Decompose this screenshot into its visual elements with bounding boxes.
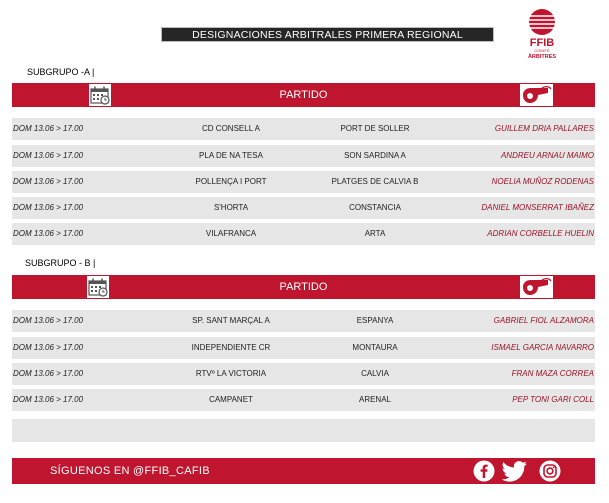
home-team: CD CONSELL A	[202, 124, 260, 133]
away-team: ARTA	[364, 229, 386, 238]
match-date: DOM 13.06 > 17.00	[13, 395, 84, 404]
home-team: CAMPANET	[209, 395, 253, 404]
follow-us-text: SÍGUENOS EN @FFIB_CAFIB	[50, 465, 210, 477]
instagram-icon[interactable]	[539, 460, 561, 482]
partido-header-label: PARTIDO	[279, 281, 328, 293]
facebook-icon[interactable]	[473, 460, 495, 482]
away-team: ARENAL	[358, 395, 391, 404]
subgroup-b-header	[12, 275, 595, 299]
away-team: MONTAURA	[352, 343, 398, 352]
home-team: VILAFRANCA	[205, 229, 257, 238]
home-team: POLLENÇA I PORT	[195, 177, 267, 186]
referee-name: ADRIAN CORBELLE HUELIN	[487, 229, 594, 238]
referee-name: ISMAEL GARCIA NAVARRO	[491, 343, 594, 352]
logo-subtext-2: ÀRBITRES	[527, 54, 557, 60]
referee-name: DANIEL MONSERRAT IBAÑEZ	[481, 203, 594, 212]
whistle-icon	[520, 84, 553, 106]
partido-header-label: PARTIDO	[279, 89, 328, 101]
match-row	[12, 310, 595, 332]
away-team: SON SARDINA A	[344, 151, 406, 160]
home-team: RTVº LA VICTORIA	[195, 369, 267, 378]
home-team: PLA DE NA TESA	[199, 151, 263, 160]
page-title: DESIGNACIONES ARBITRALES PRIMERA REGIONAL	[161, 27, 494, 42]
match-row	[12, 118, 595, 140]
home-team: INDEPENDIENTE CR	[191, 343, 271, 352]
match-row	[12, 337, 595, 359]
match-date: DOM 13.06 > 17.00	[13, 124, 84, 133]
twitter-icon[interactable]	[502, 460, 528, 482]
calendar-icon	[87, 276, 109, 298]
referee-name: ANDREU ARNAU MAIMO	[500, 151, 594, 160]
match-row	[12, 389, 595, 411]
match-date: DOM 13.06 > 17.00	[13, 151, 84, 160]
match-row	[12, 363, 595, 385]
match-date: DOM 13.06 > 17.00	[13, 369, 84, 378]
ffib-logo	[522, 6, 562, 60]
whistle-icon	[520, 276, 553, 298]
home-team: SP. SANT MARÇAL A	[192, 316, 270, 325]
match-date: DOM 13.06 > 17.00	[13, 177, 84, 186]
match-date: DOM 13.06 > 17.00	[13, 203, 84, 212]
referee-name: PEP TONI GARI COLL	[512, 395, 594, 404]
calendar-icon	[89, 84, 111, 106]
logo-text: FFIB	[529, 37, 555, 49]
away-team: CONSTANCIA	[349, 203, 401, 212]
empty-row	[12, 419, 595, 442]
match-row	[12, 145, 595, 167]
home-team: S'HORTA	[213, 203, 249, 212]
referee-name: NOELIA MUÑOZ RODENAS	[491, 177, 594, 186]
match-row	[12, 223, 595, 245]
subgroup-a-header	[12, 83, 595, 107]
referee-name: FRAN MAZA CORREA	[511, 369, 594, 378]
match-row	[12, 197, 595, 219]
match-row	[12, 171, 595, 193]
match-date: DOM 13.06 > 17.00	[13, 229, 84, 238]
away-team: PORT DE SOLLER	[340, 124, 410, 133]
away-team: ESPANYA	[356, 316, 394, 325]
referee-name: GUILLEM DRIA PALLARES	[494, 124, 594, 133]
away-team: PLATGES DE CALVIA B	[331, 177, 419, 186]
away-team: CALVIA	[361, 369, 389, 378]
subgroup-b-label: SUBGRUPO - B |	[25, 258, 96, 268]
footer-bar	[12, 458, 595, 484]
logo-subtext-1: COMITÈ	[534, 48, 550, 53]
subgroup-a-label: SUBGRUPO -A |	[27, 67, 95, 77]
match-date: DOM 13.06 > 17.00	[13, 316, 84, 325]
match-date: DOM 13.06 > 17.00	[13, 343, 84, 352]
referee-name: GABRIEL FIOL ALZAMORA	[493, 316, 594, 325]
